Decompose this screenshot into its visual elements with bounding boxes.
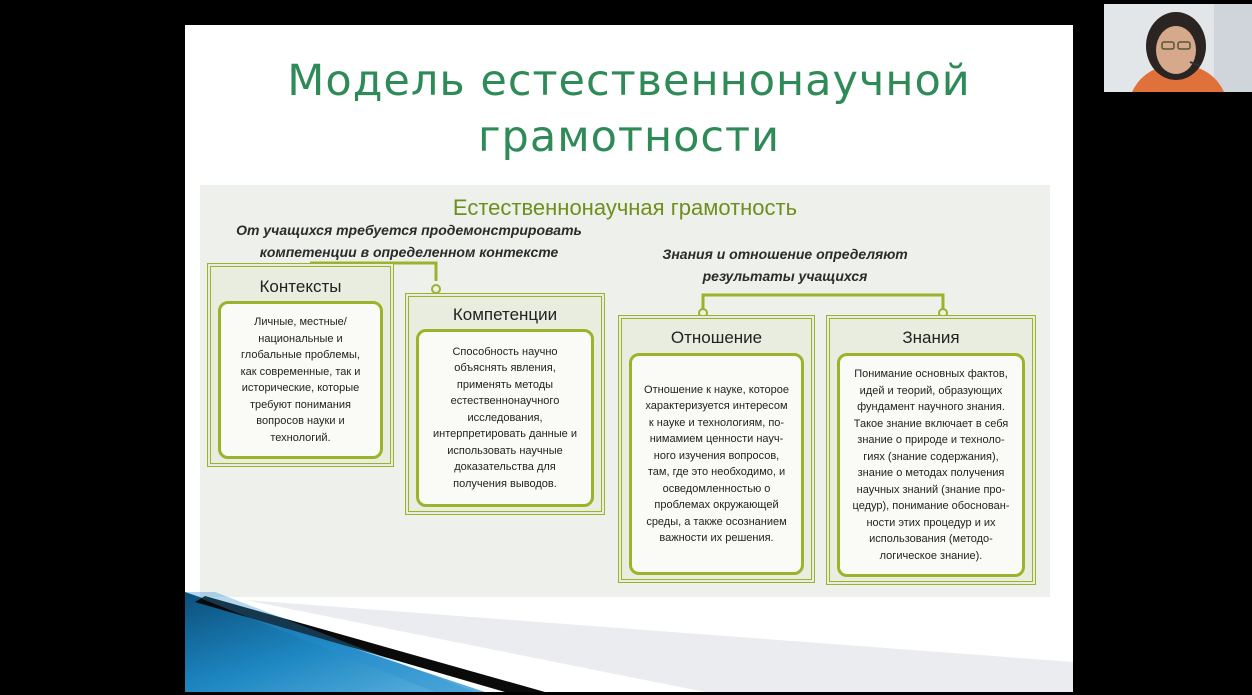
caption-right-line2: результаты учащихся	[702, 268, 868, 284]
slide-title-line1: Модель естественнонаучной	[287, 56, 971, 106]
caption-right-line1: Знания и отношение определяют	[662, 246, 908, 262]
box-attitude-title: Отношение	[670, 328, 763, 347]
box-knowledge-title: Знания	[902, 328, 960, 347]
box-attitude-text: Отношение к науке, которое характеризуется интересом к науке и технологиям, по- нимамием ценности науч- ного изучения вопросов, там, где это необходимо, и осведомленностью о проблемах окружающей среды, а также осознанием важности их решения.	[629, 353, 804, 575]
box-competencies-text: Способность научно объяснять явления, применять методы естественнонаучного исследования, интерпретировать данные и использовать научные доказательства для получения выводов.	[416, 329, 594, 507]
box-competencies	[405, 293, 605, 515]
webcam-thumbnail[interactable]	[1104, 4, 1252, 92]
box-knowledge-text: Понимание основных фактов, идей и теорий, образующих фундамент научного знания. Такое знание включает в себя знание о природе и техноло- гиях (знание содержания), знание о методах получения научных знаний (знание про- цедур), понимание обоснован- ности этих процедур и их использования (методо- логическое знание).	[837, 353, 1025, 577]
presenter-video	[1104, 4, 1252, 92]
caption-left-line1: От учащихся требуется продемонстрировать	[236, 222, 582, 238]
box-attitude	[618, 315, 815, 583]
box-competencies-title: Компетенции	[452, 305, 558, 324]
literacy-diagram	[200, 185, 1050, 597]
slide-title-line2: грамотности	[477, 112, 781, 162]
slide-title	[185, 53, 1073, 165]
slide-decoration	[185, 592, 1073, 692]
box-contexts-text: Личные, местные/ национальные и глобальные проблемы, как современные, так и исторические, которые требуют понимания вопросов науки и технологий.	[218, 301, 383, 459]
diagram-title: Естественнонаучная грамотность	[452, 195, 798, 220]
box-contexts-title: Контексты	[259, 277, 342, 296]
box-knowledge	[826, 315, 1036, 585]
presentation-slide	[185, 25, 1073, 692]
box-contexts	[207, 263, 394, 467]
caption-left-line2: компетенции в определенном контексте	[259, 244, 559, 260]
